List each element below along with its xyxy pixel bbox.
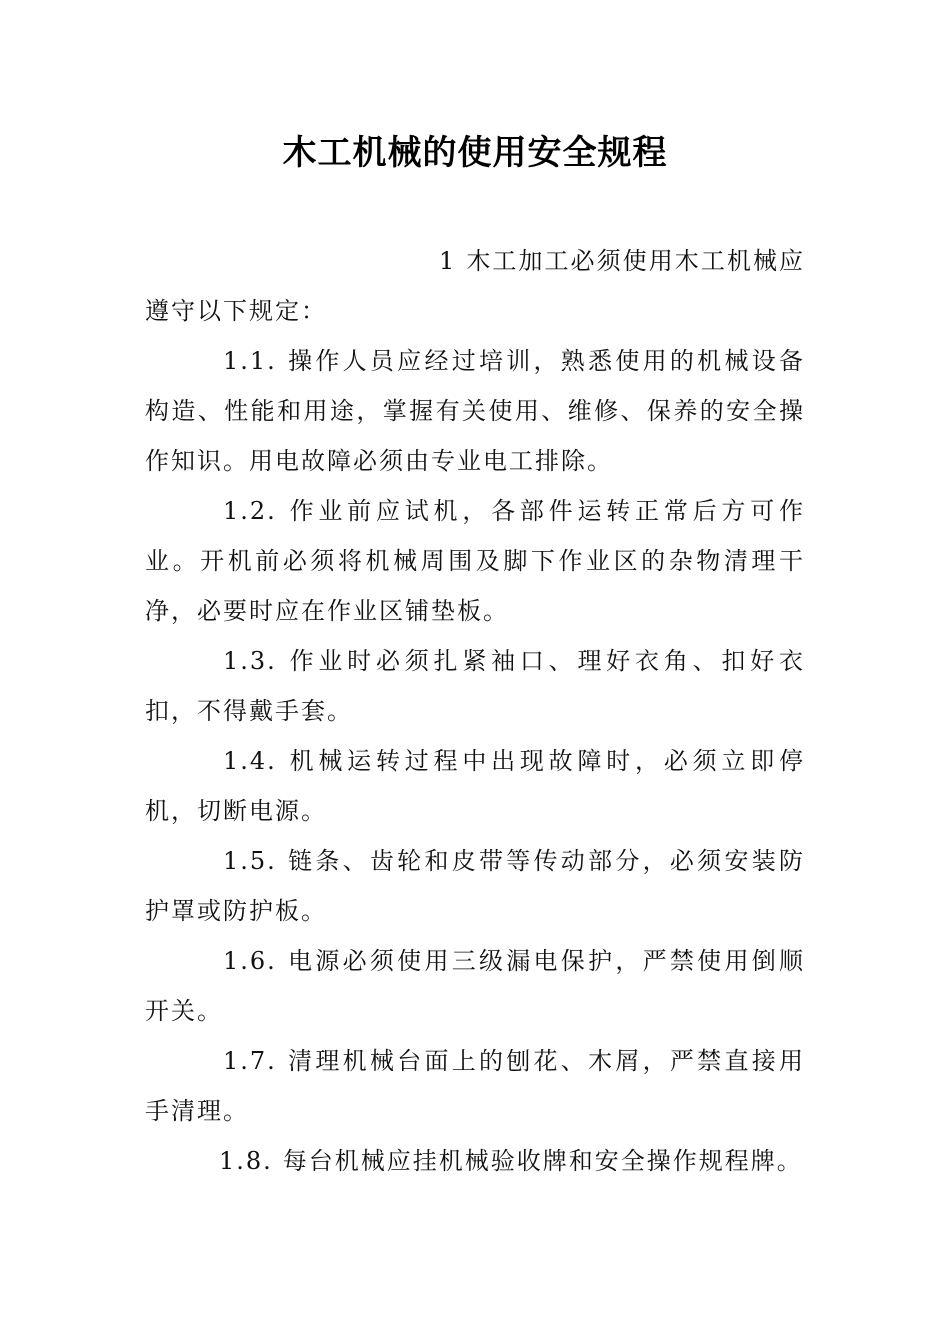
clause-paragraph	[145, 836, 805, 936]
clause-text: 电源必须使用三级漏电保护，严禁使用倒顺开关。	[145, 947, 805, 1025]
clause-paragraph	[145, 1036, 805, 1136]
clause-text: 作业前应试机，各部件运转正常后方可作业。开机前必须将机械周围及脚下作业区的杂物清理干净，必要时应在作业区铺垫板。	[145, 497, 805, 625]
document-body	[145, 236, 805, 1186]
clause-text: 清理机械台面上的刨花、木屑，严禁直接用手清理。	[145, 1047, 805, 1125]
clause-number: 1.8.	[219, 1147, 273, 1175]
clause-number: 1.2.	[223, 497, 277, 525]
clause-number: 1.1.	[223, 347, 277, 375]
clause-text: 每台机械应挂机械验收牌和安全操作规程牌。	[282, 1147, 803, 1175]
clause-text: 链条、齿轮和皮带等传动部分，必须安装防护罩或防护板。	[145, 847, 805, 925]
clause-paragraph	[145, 1136, 805, 1186]
clause-number: 1.6.	[223, 947, 277, 975]
clause-paragraph	[145, 636, 805, 736]
clause-text: 作业时必须扎紧袖口、理好衣角、扣好衣扣，不得戴手套。	[145, 647, 805, 725]
clause-number: 1.3.	[223, 647, 277, 675]
intro-paragraph	[145, 236, 805, 336]
clause-text: 操作人员应经过培训，熟悉使用的机械设备构造、性能和用途，掌握有关使用、维修、保养的安全操作知识。用电故障必须由专业电工排除。	[145, 347, 805, 475]
clause-text: 机械运转过程中出现故障时，必须立即停机，切断电源。	[145, 747, 805, 825]
clause-number: 1.5.	[223, 847, 277, 875]
section-number: 1	[439, 247, 457, 275]
clause-number: 1.7.	[223, 1047, 277, 1075]
document-title: 木工机械的使用安全规程	[282, 133, 668, 173]
clause-paragraph	[145, 936, 805, 1036]
paragraph-text: 木工加工必须使用木工机械应遵守以下规定：	[145, 247, 805, 325]
clause-paragraph	[145, 486, 805, 636]
clause-paragraph	[145, 736, 805, 836]
clause-number: 1.4.	[223, 747, 277, 775]
clause-paragraph	[145, 336, 805, 486]
